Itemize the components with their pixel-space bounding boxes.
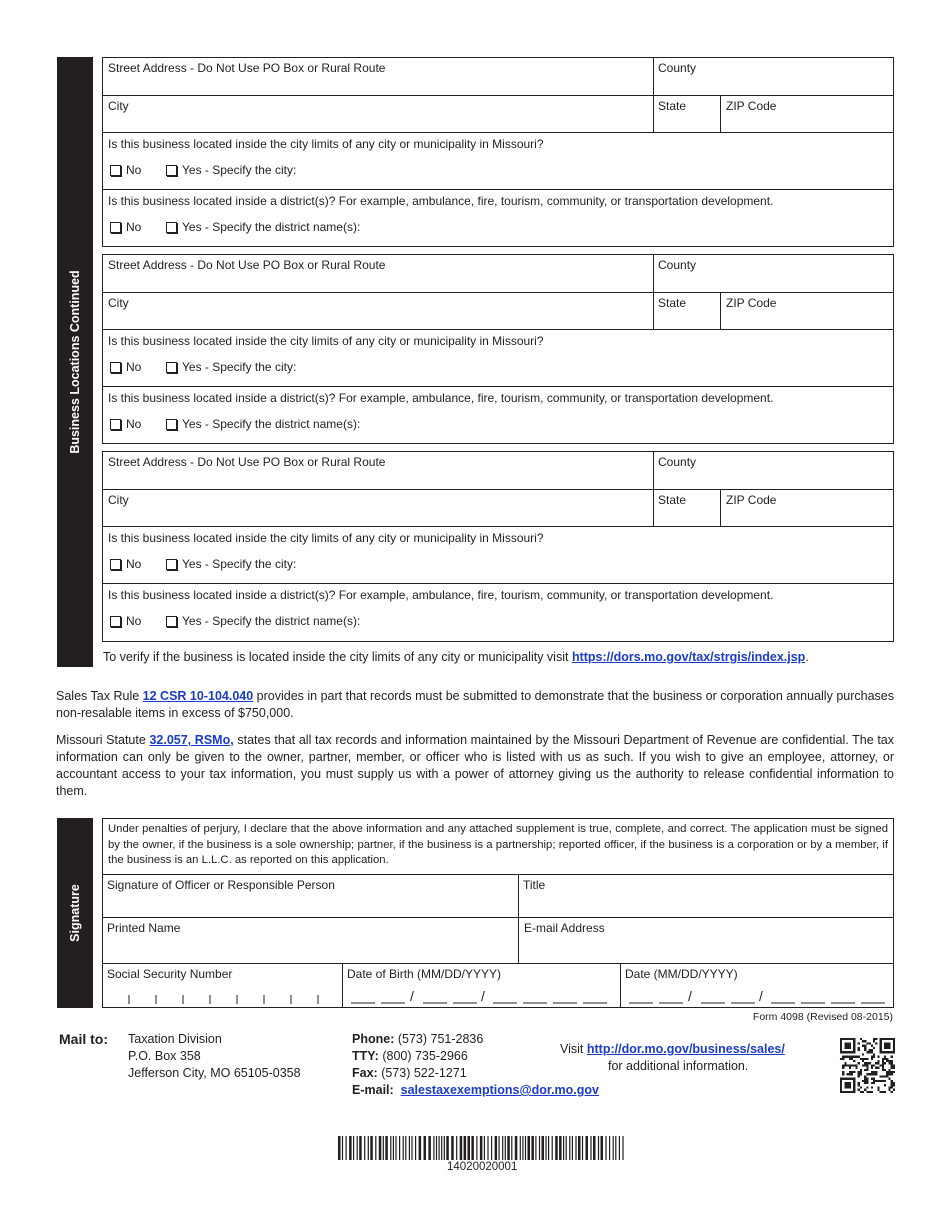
district-no-checkbox-2[interactable] xyxy=(110,419,121,430)
email-link[interactable]: salestaxexemptions@dor.mo.gov xyxy=(400,1083,600,1097)
state-field-3[interactable]: State xyxy=(653,489,721,527)
district-no-checkbox-1[interactable] xyxy=(110,222,121,233)
state-field-1[interactable]: State xyxy=(653,95,721,133)
strgis-link[interactable]: https://dors.mo.gov/tax/strgis/index.jsp xyxy=(571,650,806,664)
date-blanks xyxy=(621,964,895,1009)
dor-sales-link[interactable]: http://dor.mo.gov/business/sales/ xyxy=(586,1042,785,1056)
declaration-box xyxy=(102,818,894,875)
statute-paragraph: Missouri Statute 32.057, RSMo, states that all tax records and information maintained by the Missouri Department of Revenue are confidential. The tax information can only be given to the owner, partner, member, or officer who is listed with us as such. If you wish to give an employee, attorney, or accountant access to your tax information, you must supply us with a power of attorney giving us the authority to release confidential information to them. xyxy=(56,733,894,798)
district-question-3: Is this business located inside a district(s)? For example, ambulance, fire, tourism, community, or transportation development. No Yes - Specify the district name(s): xyxy=(102,583,894,642)
street-address-field-1[interactable]: Street Address - Do Not Use PO Box or Rural Route xyxy=(102,57,654,96)
district-yes-checkbox-2[interactable] xyxy=(166,419,177,430)
csr-rule-link[interactable]: 12 CSR 10-104.040 xyxy=(142,689,254,703)
sales-tax-rule-paragraph: Sales Tax Rule 12 CSR 10-104.040 provides in part that records must be submitted to demonstrate that the business or corporation annually purchases non-resalable items in excess of $750,000. xyxy=(56,689,894,720)
perjury-declaration: Under penalties of perjury, I declare that the above information and any attached supplement is true, complete, and correct. The application must be signed by the owner, if the business is a sole ownership; partner, if the business is a partnership; reported officer, if the business is a corporation or by a member, if the business is an L.L.C. as reported on this application. xyxy=(108,823,888,866)
signature-section-label: Signature xyxy=(68,884,82,942)
city-field-3[interactable]: City xyxy=(102,489,654,527)
ssn-field[interactable]: Social Security Number xyxy=(102,963,343,1008)
date-of-birth-field[interactable]: Date of Birth (MM/DD/YYYY) / / xyxy=(342,963,621,1008)
signature-sidebar xyxy=(57,818,93,1008)
city-limits-question-1: Is this business located inside the city limits of any city or municipality in Missouri? No Yes - Specify the city: xyxy=(102,132,894,190)
county-field-3[interactable]: County xyxy=(653,451,894,490)
zip-field-2[interactable]: ZIP Code xyxy=(720,292,894,330)
visit-info: Visit http://dor.mo.gov/business/sales/ xyxy=(560,1042,785,1056)
qr-code-icon xyxy=(840,1038,895,1093)
city-field-2[interactable]: City xyxy=(102,292,654,330)
district-yes-checkbox-1[interactable] xyxy=(166,222,177,233)
county-field-1[interactable]: County xyxy=(653,57,894,96)
district-no-checkbox-3[interactable] xyxy=(110,616,121,627)
city-limits-no-checkbox-2[interactable] xyxy=(110,362,121,373)
printed-name-field[interactable]: Printed Name xyxy=(102,917,519,964)
city-limits-question-3: Is this business located inside the city limits of any city or municipality in Missouri? No Yes - Specify the city: xyxy=(102,526,894,584)
zip-field-1[interactable]: ZIP Code xyxy=(720,95,894,133)
district-yes-checkbox-3[interactable] xyxy=(166,616,177,627)
city-field-1[interactable]: City xyxy=(102,95,654,133)
city-limits-no-checkbox-1[interactable] xyxy=(110,165,121,176)
business-locations-label: Business Locations Continued xyxy=(68,270,82,454)
date-field[interactable]: Date (MM/DD/YYYY) / / xyxy=(620,963,894,1008)
mail-to-label: Mail to: xyxy=(59,1031,108,1047)
form-number: Form 4098 (Revised 08-2015) xyxy=(752,1011,893,1023)
state-field-2[interactable]: State xyxy=(653,292,721,330)
title-field[interactable]: Title xyxy=(518,874,894,918)
city-limits-no-checkbox-3[interactable] xyxy=(110,559,121,570)
barcode-number: 14020020001 xyxy=(447,1161,518,1173)
contact-info: Phone: (573) 751-2836 TTY: (800) 735-2966 Fax: (573) 522-1271 E-mail: salestaxexemptions@dor.mo.gov xyxy=(352,1032,600,1097)
street-address-field-2[interactable]: Street Address - Do Not Use PO Box or Rural Route xyxy=(102,254,654,293)
city-limits-yes-checkbox-2[interactable] xyxy=(166,362,177,373)
district-question-2: Is this business located inside a district(s)? For example, ambulance, fire, tourism, community, or transportation development. No Yes - Specify the district name(s): xyxy=(102,386,894,444)
barcode-icon xyxy=(338,1136,626,1160)
city-limits-question-2: Is this business located inside the city limits of any city or municipality in Missouri? No Yes - Specify the city: xyxy=(102,329,894,387)
mail-address: Taxation Division P.O. Box 358 Jefferson City, MO 65105-0358 xyxy=(128,1032,301,1080)
zip-field-3[interactable]: ZIP Code xyxy=(720,489,894,527)
signature-field[interactable]: Signature of Officer or Responsible Person xyxy=(102,874,519,918)
rsmo-statute-link[interactable]: 32.057, RSMo, xyxy=(149,733,234,747)
verify-city-limits-note: To verify if the business is located inside the city limits of any city or municipality visit https://dors.mo.gov/tax/strgis/index.jsp. xyxy=(103,650,809,664)
email-address-field[interactable]: E-mail Address xyxy=(518,917,894,964)
visit-additional: for additional information. xyxy=(608,1059,749,1073)
district-question-1: Is this business located inside a district(s)? For example, ambulance, fire, tourism, community, or transportation development. No Yes - Specify the district name(s): xyxy=(102,189,894,247)
city-limits-yes-checkbox-3[interactable] xyxy=(166,559,177,570)
city-limits-yes-checkbox-1[interactable] xyxy=(166,165,177,176)
county-field-2[interactable]: County xyxy=(653,254,894,293)
ssn-digit-ticks xyxy=(103,964,344,1009)
street-address-field-3[interactable]: Street Address - Do Not Use PO Box or Rural Route xyxy=(102,451,654,490)
business-locations-sidebar xyxy=(57,57,93,667)
